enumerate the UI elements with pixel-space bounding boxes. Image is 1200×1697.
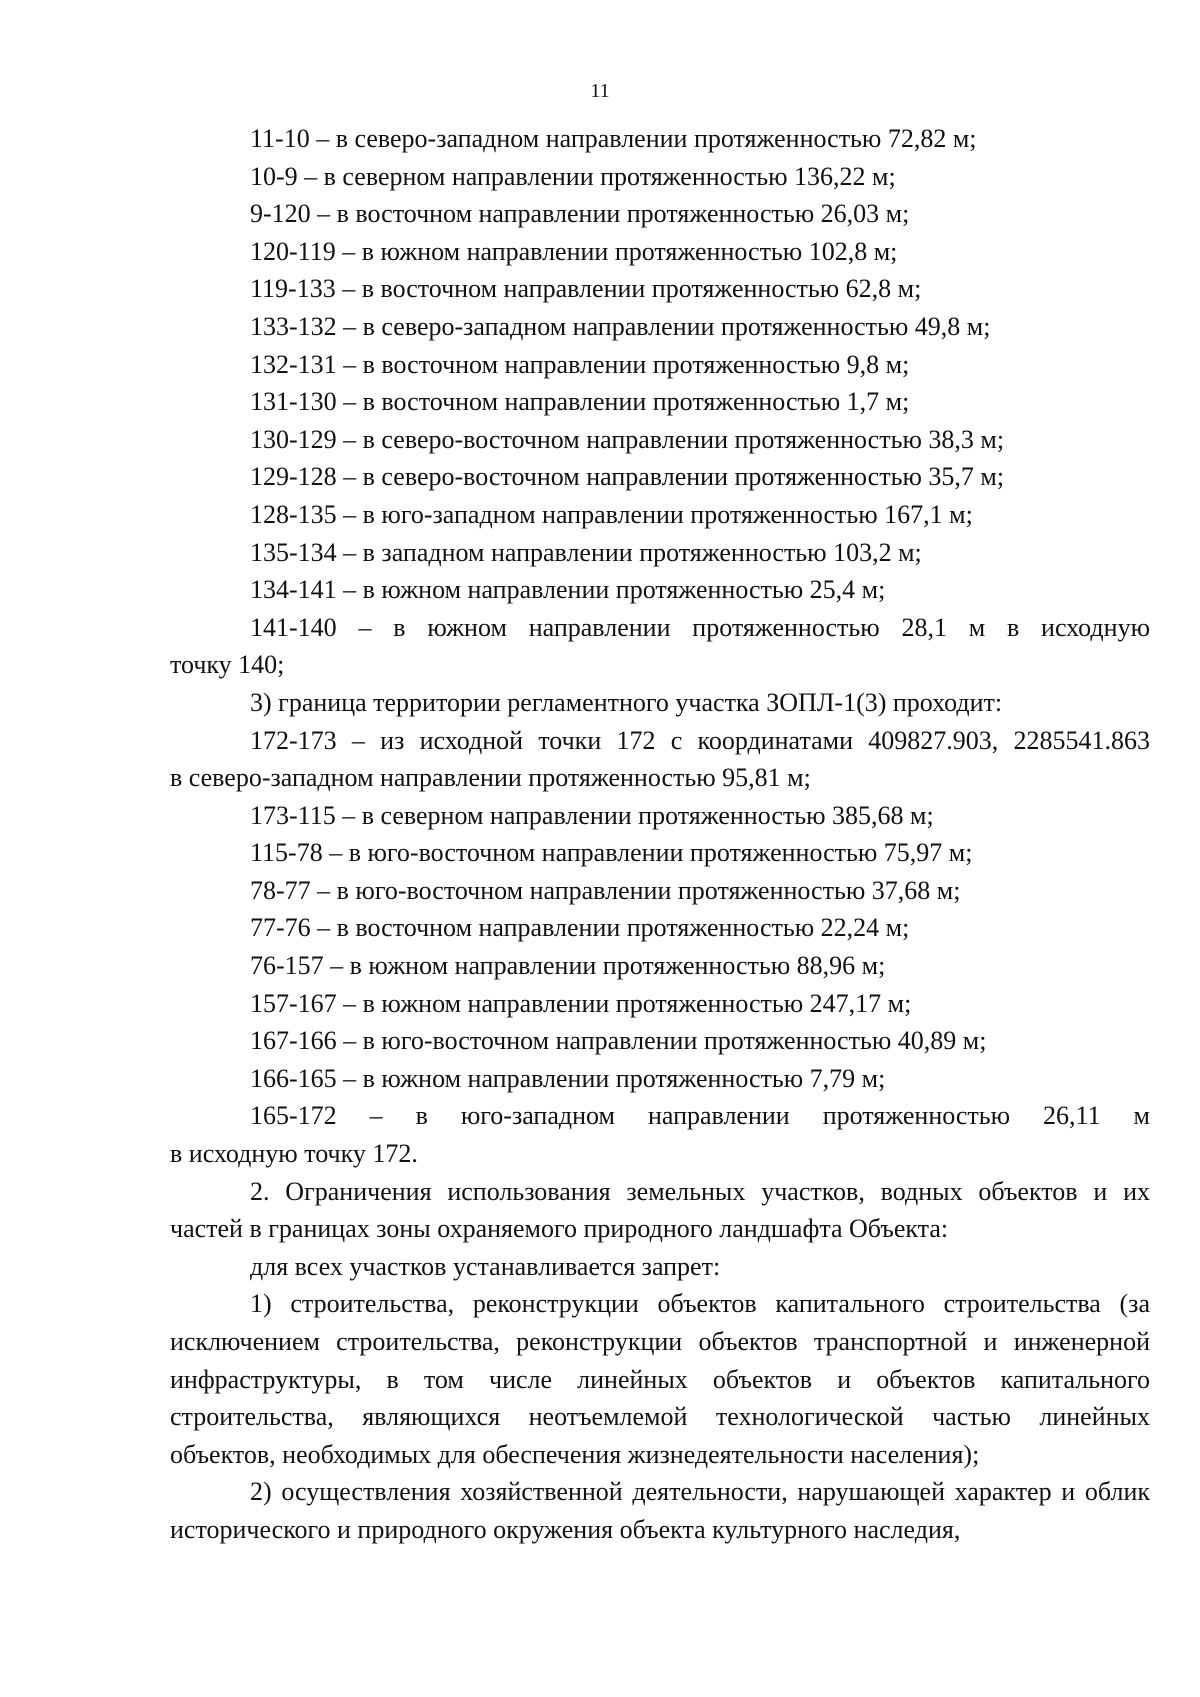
boundary-segment-134-141: 134-141 – в южном направлении протяженностью 25,4 м;	[250, 575, 886, 605]
boundary-segment-10-9: 10-9 – в северном направлении протяженностью 136,22 м;	[250, 161, 896, 191]
boundary-segment-77-76: 77-76 – в восточном направлении протяженностью 22,24 м;	[250, 913, 910, 943]
boundary-segment-78-77: 78-77 – в юго-восточном направлении протяженностью 37,68 м;	[250, 875, 961, 905]
boundary-segment-115-78: 115-78 – в юго-восточном направлении протяженностью 75,97 м;	[250, 838, 973, 868]
boundary-segment-76-157: 76-157 – в южном направлении протяженностью 88,96 м;	[250, 951, 886, 981]
boundary-segment-165-172-end: в исходную точку 172.	[170, 1139, 418, 1169]
boundary-segment-11-10: 11-10 – в северо-западном направлении протяженностью 72,82 м;	[250, 124, 977, 153]
zopl-boundary-heading: 3) граница территории регламентного участка ЗОПЛ-1(3) проходит:	[250, 687, 1003, 717]
prohibition-intro: для всех участков устанавливается запрет:	[250, 1251, 721, 1281]
boundary-segment-130-129: 130-129 – в северо-восточном направлении протяженностью 38,3 м;	[250, 424, 1005, 454]
boundary-segment-9-120: 9-120 – в восточном направлении протяженностью 26,03 м;	[250, 199, 910, 229]
boundary-segment-132-131: 132-131 – в восточном направлении протяженностью 9,8 м;	[250, 349, 910, 379]
boundary-segment-141-140: 141-140 – в южном направлении протяженностью 28,1 м в исходную	[250, 612, 1150, 642]
boundary-segment-172-173: 172-173 – из исходной точки 172 с координатами 409827.903, 2285541.863	[250, 725, 1150, 755]
section-2-restrictions: 2. Ограничения использования земельных участков, водных объектов и их частей в границах зоны охраняемого природного ландшафта Объекта:	[170, 1176, 1150, 1244]
boundary-segment-131-130: 131-130 – в восточном направлении протяженностью 1,7 м;	[250, 387, 910, 417]
document-body	[170, 120, 1150, 1549]
boundary-segment-119-133: 119-133 – в восточном направлении протяженностью 62,8 м;	[250, 274, 922, 304]
boundary-segment-129-128: 129-128 – в северо-восточном направлении протяженностью 35,7 м;	[250, 462, 1005, 492]
prohibition-item-2: 2) осуществления хозяйственной деятельности, нарушающей характер и облик исторического и природного окружения объекта культурного наследия,	[170, 1477, 1150, 1544]
boundary-segment-173-115: 173-115 – в северном направлении протяженностью 385,68 м;	[250, 800, 934, 830]
boundary-segment-141-140-end: точку 140;	[170, 650, 285, 680]
boundary-segment-157-167: 157-167 – в южном направлении протяженностью 247,17 м;	[250, 988, 912, 1018]
boundary-segment-120-119: 120-119 – в южном направлении протяженностью 102,8 м;	[250, 236, 898, 266]
boundary-segment-135-134: 135-134 – в западном направлении протяженностью 103,2 м;	[250, 537, 922, 567]
boundary-segment-165-172: 165-172 – в юго-западном направлении протяженностью 26,11 м	[250, 1101, 1150, 1131]
prohibition-item-1: 1) строительства, реконструкции объектов капитального строительства (за исключением строительства, реконструкции объектов транспортной и инженерной инфраструктуры, в том числе линейных объектов и объектов капитального строительства, являющихся неотъемлемой технологической частью линейных объектов, необходимых для обеспечения жизнедеятельности населения);	[170, 1289, 1150, 1469]
boundary-segment-133-132: 133-132 – в северо-западном направлении протяженностью 49,8 м;	[250, 311, 991, 341]
boundary-segment-167-166: 167-166 – в юго-восточном направлении протяженностью 40,89 м;	[250, 1026, 987, 1056]
boundary-segment-128-135: 128-135 – в юго-западном направлении протяженностью 167,1 м;	[250, 499, 973, 529]
page-number: 11	[590, 80, 610, 102]
boundary-segment-172-173-end: в северо-западном направлении протяженностью 95,81 м;	[170, 763, 811, 793]
boundary-segment-166-165: 166-165 – в южном направлении протяженностью 7,79 м;	[250, 1063, 886, 1093]
